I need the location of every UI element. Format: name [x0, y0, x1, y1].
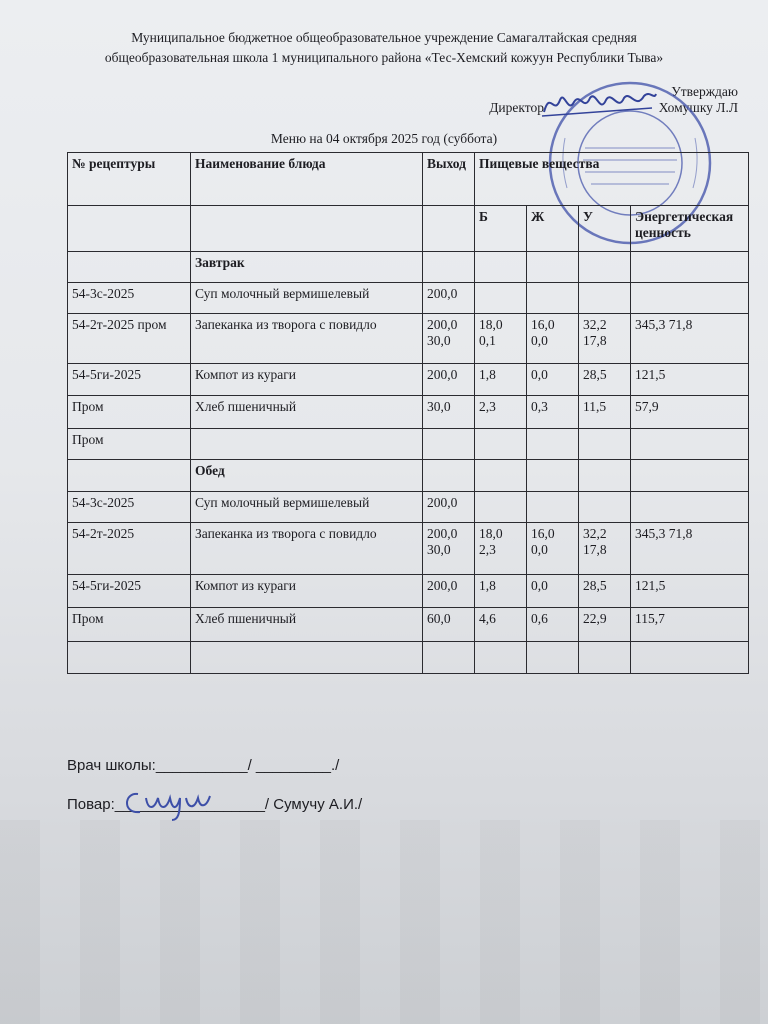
protein-cell	[475, 429, 527, 460]
carb-cell: 22,9	[579, 608, 631, 642]
energy-cell: 345,3 71,8	[631, 314, 749, 364]
fat-cell: 0,0	[527, 364, 579, 396]
dish-cell: Обед	[191, 460, 423, 492]
table-row	[68, 396, 749, 429]
energy-cell: 121,5	[631, 364, 749, 396]
protein-cell	[475, 283, 527, 314]
recipe-cell	[68, 252, 191, 283]
director-name: Хомушку Л.Л	[658, 100, 738, 115]
output-cell: 200,0 30,0	[423, 314, 475, 364]
director-label: Директор	[489, 100, 544, 115]
dish-cell	[191, 642, 423, 674]
output-cell: 200,0 30,0	[423, 523, 475, 575]
protein-cell	[475, 460, 527, 492]
table-row	[68, 523, 749, 575]
output-cell	[423, 429, 475, 460]
col-zh-header: Ж	[527, 206, 579, 252]
school-name-line2: общеобразовательная школа 1 муниципального района «Тес-Хемский кожуун Республики Тыва»	[104, 50, 664, 65]
energy-cell: 57,9	[631, 396, 749, 429]
carb-cell	[579, 429, 631, 460]
dish-cell: Завтрак	[191, 252, 423, 283]
table-row	[68, 364, 749, 396]
protein-cell	[475, 492, 527, 523]
table-row	[68, 608, 749, 642]
dish-cell: Хлеб пшеничный	[191, 396, 423, 429]
fat-cell	[527, 642, 579, 674]
dish-cell	[191, 429, 423, 460]
energy-cell: 115,7	[631, 608, 749, 642]
fat-cell: 16,0 0,0	[527, 523, 579, 575]
energy-cell: 121,5	[631, 575, 749, 608]
col-output-header: Выход	[423, 153, 475, 206]
dish-cell: Компот из кураги	[191, 575, 423, 608]
col-energy-header: Энергетическая ценность	[631, 206, 749, 252]
table-row	[68, 460, 749, 492]
carb-cell	[579, 283, 631, 314]
energy-cell	[631, 429, 749, 460]
cook-signature-line: Повар:__________________/ Сумучу А.И./	[67, 796, 363, 813]
col-dish-header: Наименование блюда	[191, 153, 423, 206]
recipe-cell	[68, 460, 191, 492]
recipe-cell: 54-3с-2025	[68, 283, 191, 314]
table-header-row	[68, 153, 749, 206]
recipe-cell: Пром	[68, 396, 191, 429]
output-cell: 60,0	[423, 608, 475, 642]
fat-cell: 0,0	[527, 575, 579, 608]
recipe-cell: 54-5ги-2025	[68, 575, 191, 608]
dish-cell: Хлеб пшеничный	[191, 608, 423, 642]
table-row	[68, 492, 749, 523]
table-subheader-row	[68, 206, 749, 252]
cook-signature	[118, 784, 228, 824]
energy-cell	[631, 460, 749, 492]
approve-label: Утверждаю	[671, 84, 738, 99]
table-row	[68, 575, 749, 608]
recipe-cell: 54-5ги-2025	[68, 364, 191, 396]
carb-cell: 28,5	[579, 575, 631, 608]
empty-cell	[68, 206, 191, 252]
recipe-cell	[68, 642, 191, 674]
doctor-signature-line: Врач школы:___________/ _________./	[67, 757, 340, 774]
table-row	[68, 642, 749, 674]
col-b-header: Б	[475, 206, 527, 252]
fat-cell: 16,0 0,0	[527, 314, 579, 364]
fat-cell	[527, 252, 579, 283]
fat-cell: 0,6	[527, 608, 579, 642]
recipe-cell: 54-3с-2025	[68, 492, 191, 523]
empty-cell	[423, 206, 475, 252]
carb-cell	[579, 492, 631, 523]
protein-cell: 1,8	[475, 364, 527, 396]
menu-title: Меню на 04 октября 2025 год (суббота)	[270, 131, 498, 146]
shadow-area	[0, 820, 768, 1024]
protein-cell: 1,8	[475, 575, 527, 608]
protein-cell: 18,0 2,3	[475, 523, 527, 575]
col-recipe-header: № рецептуры	[68, 153, 191, 206]
output-cell: 30,0	[423, 396, 475, 429]
carb-cell	[579, 460, 631, 492]
menu-table	[67, 152, 749, 674]
output-cell: 200,0	[423, 364, 475, 396]
table-row	[68, 252, 749, 283]
dish-cell: Суп молочный вермишелевый	[191, 283, 423, 314]
dish-cell: Компот из кураги	[191, 364, 423, 396]
carb-cell	[579, 252, 631, 283]
recipe-cell: Пром	[68, 608, 191, 642]
carb-cell: 32,2 17,8	[579, 523, 631, 575]
energy-cell	[631, 492, 749, 523]
protein-cell: 18,0 0,1	[475, 314, 527, 364]
fat-cell	[527, 429, 579, 460]
protein-cell: 4,6	[475, 608, 527, 642]
carb-cell: 11,5	[579, 396, 631, 429]
fat-cell	[527, 460, 579, 492]
col-nutrients-header: Пищевые вещества	[475, 153, 749, 206]
output-cell	[423, 252, 475, 283]
recipe-cell: 54-2т-2025	[68, 523, 191, 575]
energy-cell	[631, 283, 749, 314]
dish-cell: Суп молочный вермишелевый	[191, 492, 423, 523]
school-name-line1: Муниципальное бюджетное общеобразовательное учреждение Самагалтайская средняя	[131, 30, 637, 45]
dish-cell: Запеканка из творога с повидло	[191, 314, 423, 364]
dish-cell: Запеканка из творога с повидло	[191, 523, 423, 575]
fat-cell: 0,3	[527, 396, 579, 429]
energy-cell	[631, 642, 749, 674]
carb-cell	[579, 642, 631, 674]
table-row	[68, 314, 749, 364]
protein-cell	[475, 252, 527, 283]
recipe-cell: Пром	[68, 429, 191, 460]
fat-cell	[527, 492, 579, 523]
col-u-header: У	[579, 206, 631, 252]
output-cell: 200,0	[423, 283, 475, 314]
carb-cell: 28,5	[579, 364, 631, 396]
empty-cell	[191, 206, 423, 252]
fat-cell	[527, 283, 579, 314]
output-cell	[423, 460, 475, 492]
table-row	[68, 429, 749, 460]
protein-cell	[475, 642, 527, 674]
recipe-cell: 54-2т-2025 пром	[68, 314, 191, 364]
output-cell: 200,0	[423, 492, 475, 523]
carb-cell: 32,2 17,8	[579, 314, 631, 364]
director-signature	[540, 86, 660, 122]
table-row	[68, 283, 749, 314]
protein-cell: 2,3	[475, 396, 527, 429]
output-cell	[423, 642, 475, 674]
table-body	[68, 252, 749, 674]
output-cell: 200,0	[423, 575, 475, 608]
energy-cell	[631, 252, 749, 283]
energy-cell: 345,3 71,8	[631, 523, 749, 575]
